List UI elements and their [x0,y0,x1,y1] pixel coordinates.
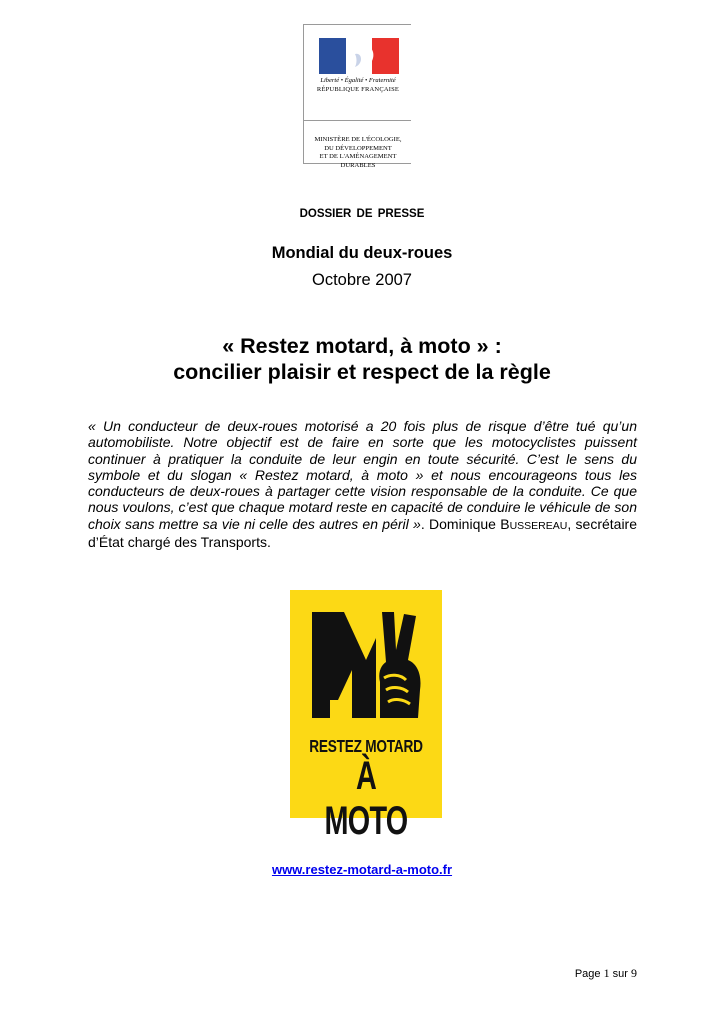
page-total: 9 [631,966,637,980]
ministry-name: MINISTÈRE DE L'ÉCOLOGIE, DU DÉVELOPPEMENT ET DE L'AMÉNAGEMENT DURABLES [314,136,402,169]
campaign-logo [290,590,442,843]
campaign-slogan-line-1: RESTEZ MOTARD [309,736,423,756]
page-label: Page [574,968,601,980]
website-link[interactable]: www.restez-motard-a-moto.fr [271,862,453,877]
page-footer [540,966,637,981]
page-of-label: sur [612,968,628,980]
document-kicker: DOSSIER DE PRESSE [299,208,425,220]
author-surname: USSEREAU [509,519,568,532]
event-date: Octobre 2007 [312,271,412,289]
page-title-line-2: concilier plaisir et respect de la règle [173,360,551,384]
marianne-flag-icon [319,38,399,74]
minister-quote [88,418,637,550]
page-title-line-1: « Restez motard, à moto » : [222,334,502,358]
quote-text: « Un conducteur de deux-roues motorisé a 20 fois plus de risque d’être tué qu’un automobiliste. Notre objectif est de faire en sorte que les motocyclistes puissent continuer à pratiquer la conduite de leur engin en toute sécurité. C’est le sens du symbole et du slogan « Restez motard, à moto » et nous encourageons tous les conducteurs de deux-roues à partager cette vision responsable de la conduite. Ce que nous voulons, c’est que chaque motard reste en capacité de conduire le véhicule de son choix sans mettre sa vie ni celle des autres en péril » [88,418,637,532]
event-name: Mondial du deux-roues [271,244,453,262]
logo-divider-vertical [303,24,304,164]
author-role: , secrétaire d’État chargé des Transports. [88,515,638,551]
author-initial: B [500,515,510,532]
quote-punctuation: . [420,515,425,532]
republic-name: RÉPUBLIQUE FRANÇAISE [316,86,400,93]
logo-divider-top [303,24,411,25]
campaign-slogan-line-2: À MOTO [324,754,408,843]
logo-divider-middle [303,120,411,121]
page-number: 1 [603,966,610,980]
ministry-logo [303,24,411,169]
author-first-name: Dominique [429,515,496,532]
republic-motto: Liberté • Égalité • Fraternité [320,77,396,84]
